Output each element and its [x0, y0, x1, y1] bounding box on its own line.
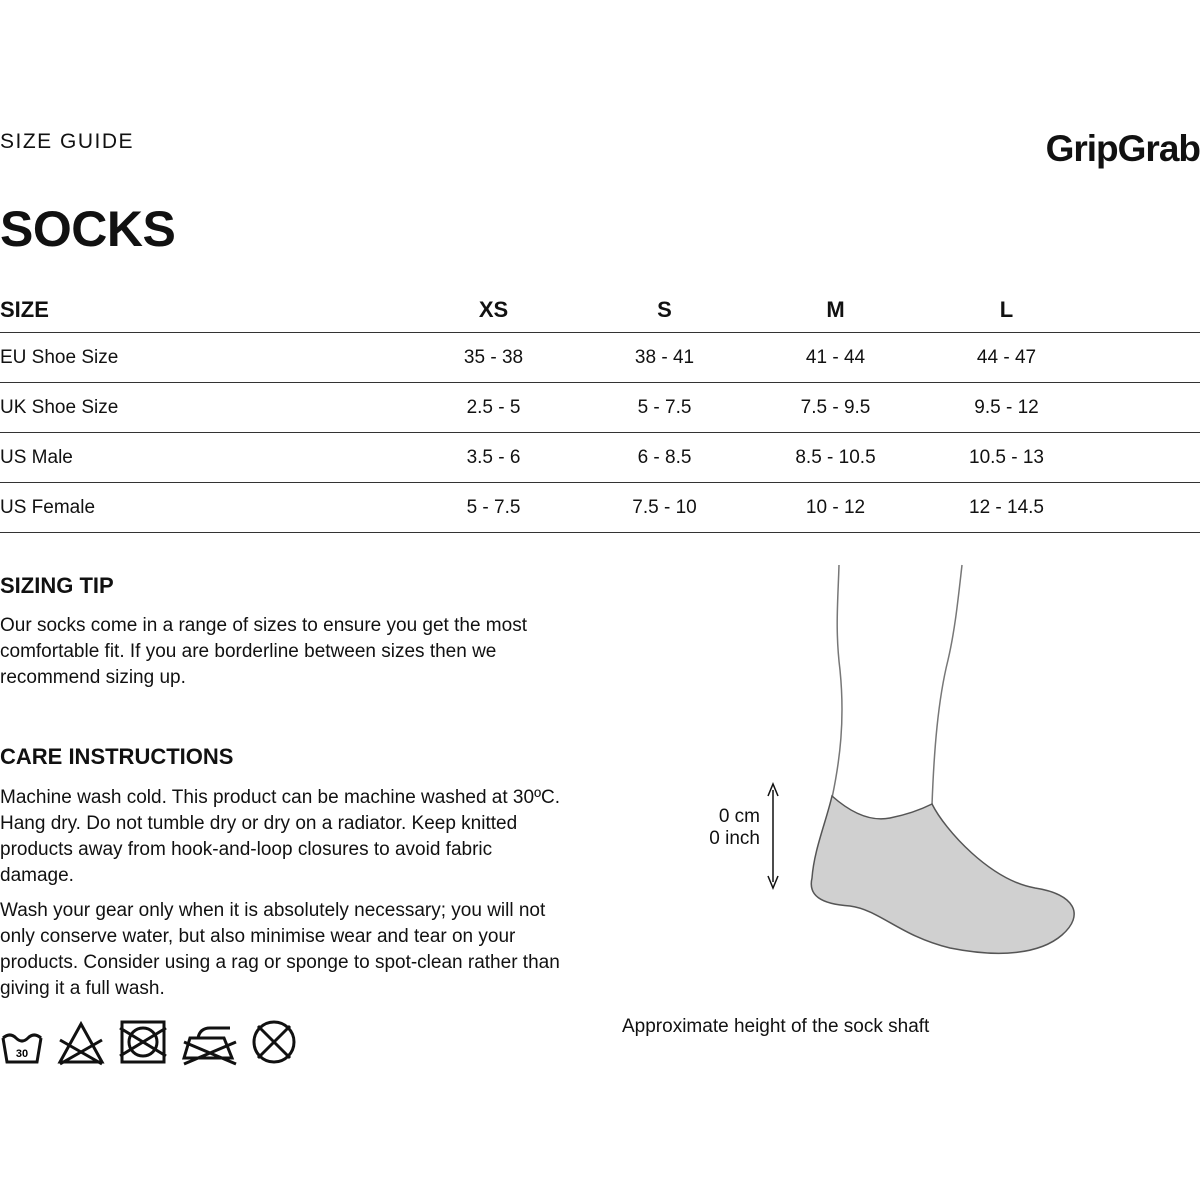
size-guide-label: SIZE GUIDE	[0, 130, 135, 153]
table-cell: 9.5 - 12	[974, 396, 1039, 418]
table-cell: 5 - 7.5	[466, 496, 521, 518]
care-icons	[0, 1018, 298, 1066]
size-table-header	[0, 288, 1200, 333]
table-cell: 10.5 - 13	[969, 446, 1044, 468]
table-row	[0, 383, 1200, 433]
size-header-xs: XS	[478, 297, 509, 322]
table-cell: 8.5 - 10.5	[795, 446, 876, 468]
sock-illustration	[700, 560, 1100, 980]
no-tumble-dry-icon	[118, 1018, 168, 1066]
table-cell: 7.5 - 9.5	[800, 396, 871, 418]
table-cell: 44 - 47	[976, 346, 1037, 368]
size-table	[0, 288, 1200, 533]
wash-30-icon	[0, 1018, 44, 1066]
size-header-m: M	[826, 297, 845, 322]
no-iron-icon	[180, 1018, 238, 1066]
care-text-2: Wash your gear only when it is absolutely necessary; you will not only conserve water, but also minimise wear and tear on your products. Consider using a rag or sponge to spot-clean rather than giving it a full wash.	[0, 900, 560, 999]
sock-shape	[811, 796, 1074, 953]
table-cell: 7.5 - 10	[632, 496, 697, 518]
row-label: US Male	[0, 446, 73, 468]
size-header-l: L	[999, 297, 1014, 322]
table-cell: 41 - 44	[805, 346, 866, 368]
table-row	[0, 433, 1200, 483]
table-cell: 2.5 - 5	[466, 396, 521, 418]
no-dry-clean-icon	[250, 1018, 298, 1066]
size-header-label: SIZE	[0, 297, 49, 322]
table-cell: 3.5 - 6	[466, 446, 521, 468]
table-cell: 6 - 8.5	[637, 446, 692, 468]
table-cell: 12 - 14.5	[969, 496, 1044, 518]
sizing-tip-text: Our socks come in a range of sizes to ensure you get the most comfortable fit. If you are borderline between sizes then we recommend sizing up.	[0, 615, 527, 688]
wash-temp-label: 30	[15, 1048, 29, 1060]
row-label: UK Shoe Size	[0, 396, 119, 418]
table-row	[0, 333, 1200, 383]
table-cell: 38 - 41	[634, 346, 695, 368]
care-text-1: Machine wash cold. This product can be machine washed at 30ºC. Hang dry. Do not tumble dry or dry on a radiator. Keep knitted products away from hook-and-loop closures to avoid fabric damage.	[0, 787, 561, 886]
leg-outline	[832, 565, 842, 798]
table-cell: 5 - 7.5	[637, 396, 692, 418]
page-title: SOCKS	[0, 201, 176, 257]
size-header-s: S	[657, 297, 672, 322]
no-bleach-icon	[56, 1018, 106, 1066]
brand-logo: GripGrab	[1045, 128, 1200, 169]
sizing-tip-heading: SIZING TIP	[0, 573, 114, 598]
shaft-height-cm: 0 cm	[718, 806, 760, 827]
table-row	[0, 483, 1200, 533]
leg-outline	[932, 565, 962, 805]
care-heading: CARE INSTRUCTIONS	[0, 744, 234, 769]
table-cell: 10 - 12	[805, 496, 866, 518]
table-cell: 35 - 38	[463, 346, 524, 368]
shaft-height-inch: 0 inch	[709, 828, 760, 849]
row-label: US Female	[0, 496, 96, 518]
figure-caption: Approximate height of the sock shaft	[622, 1016, 930, 1037]
row-label: EU Shoe Size	[0, 346, 119, 368]
